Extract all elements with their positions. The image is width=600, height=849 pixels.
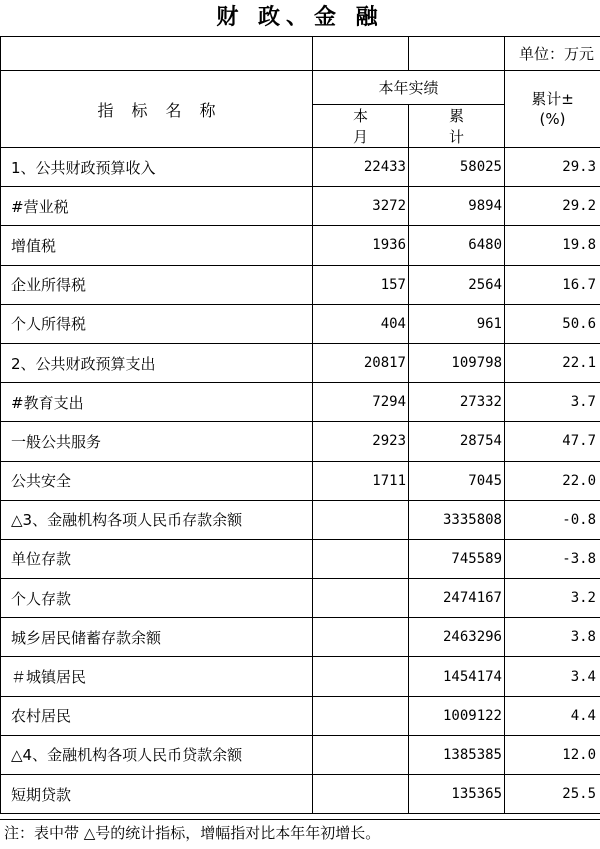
row-month-value: 1711 <box>313 461 409 500</box>
row-name: 个人所得税 <box>1 304 313 343</box>
row-cumulative-value: 961 <box>409 304 505 343</box>
row-month-value: 7294 <box>313 383 409 422</box>
row-change-pct: -0.8 <box>505 500 600 539</box>
row-cumulative-value: 28754 <box>409 422 505 461</box>
row-name: 短期贷款 <box>1 775 313 814</box>
table-row <box>1 265 600 304</box>
header-indicator-name: 指标名称 <box>1 71 313 148</box>
header-row-1 <box>1 71 600 105</box>
row-name: 2、公共财政预算支出 <box>1 343 313 382</box>
row-cumulative-value: 27332 <box>409 383 505 422</box>
table-body <box>1 148 600 814</box>
row-name: 个人存款 <box>1 579 313 618</box>
row-name: 一般公共服务 <box>1 422 313 461</box>
unit-row <box>1 37 600 71</box>
row-cumulative-value: 3335808 <box>409 500 505 539</box>
table-row <box>1 775 600 814</box>
table-row <box>1 579 600 618</box>
row-month-value: 20817 <box>313 343 409 382</box>
row-cumulative-value: 1454174 <box>409 657 505 696</box>
row-month-value <box>313 735 409 774</box>
row-cumulative-value: 1009122 <box>409 696 505 735</box>
row-cumulative-value: 2564 <box>409 265 505 304</box>
row-change-pct: -3.8 <box>505 539 600 578</box>
row-cumulative-value: 7045 <box>409 461 505 500</box>
row-month-value: 2923 <box>313 422 409 461</box>
row-change-pct: 47.7 <box>505 422 600 461</box>
table-row <box>1 696 600 735</box>
unit-blank-cell <box>409 37 505 71</box>
row-cumulative-value: 2463296 <box>409 618 505 657</box>
footnote: 注：表中带 △号的统计指标，增幅指对比本年年初增长。 <box>0 819 600 849</box>
row-name: 公共安全 <box>1 461 313 500</box>
row-month-value <box>313 696 409 735</box>
row-month-value: 3272 <box>313 187 409 226</box>
unit-label: 单位：万元 <box>505 37 600 71</box>
row-name: 企业所得税 <box>1 265 313 304</box>
header-cum-change-label: 累计± <box>531 90 574 108</box>
unit-blank-cell <box>1 37 313 71</box>
row-change-pct: 4.4 <box>505 696 600 735</box>
row-name: △3、金融机构各项人民币存款余额 <box>1 500 313 539</box>
row-change-pct: 50.6 <box>505 304 600 343</box>
row-month-value: 22433 <box>313 148 409 187</box>
row-name: 增值税 <box>1 226 313 265</box>
row-name: △4、金融机构各项人民币贷款余额 <box>1 735 313 774</box>
table-row <box>1 461 600 500</box>
row-cumulative-value: 745589 <box>409 539 505 578</box>
row-change-pct: 3.2 <box>505 579 600 618</box>
table-row <box>1 618 600 657</box>
header-cumulative: 累计 <box>409 105 505 148</box>
row-name: 农村居民 <box>1 696 313 735</box>
row-month-value: 404 <box>313 304 409 343</box>
row-change-pct: 22.1 <box>505 343 600 382</box>
row-change-pct: 29.3 <box>505 148 600 187</box>
row-cumulative-value: 1385385 <box>409 735 505 774</box>
row-name: 1、公共财政预算收入 <box>1 148 313 187</box>
row-change-pct: 12.0 <box>505 735 600 774</box>
table-row <box>1 500 600 539</box>
row-month-value <box>313 775 409 814</box>
row-cumulative-value: 58025 <box>409 148 505 187</box>
page-title: 财 政、金 融 <box>216 5 384 30</box>
row-month-value <box>313 579 409 618</box>
table-row <box>1 657 600 696</box>
row-change-pct: 3.8 <box>505 618 600 657</box>
row-month-value <box>313 657 409 696</box>
row-change-pct: 19.8 <box>505 226 600 265</box>
row-change-pct: 3.4 <box>505 657 600 696</box>
header-cum-change-unit: (%) <box>539 110 566 128</box>
table-row <box>1 735 600 774</box>
row-change-pct: 16.7 <box>505 265 600 304</box>
row-name: ＃城镇居民 <box>1 657 313 696</box>
row-month-value: 1936 <box>313 226 409 265</box>
table-row <box>1 383 600 422</box>
table-row <box>1 187 600 226</box>
table-row <box>1 148 600 187</box>
row-month-value <box>313 539 409 578</box>
header-month: 本月 <box>313 105 409 148</box>
table-row <box>1 343 600 382</box>
row-cumulative-value: 9894 <box>409 187 505 226</box>
row-cumulative-value: 6480 <box>409 226 505 265</box>
table-row <box>1 422 600 461</box>
row-name: #教育支出 <box>1 383 313 422</box>
header-cumulative-change <box>505 71 600 148</box>
row-month-value <box>313 618 409 657</box>
row-name: #营业税 <box>1 187 313 226</box>
row-cumulative-value: 135365 <box>409 775 505 814</box>
header-current-year: 本年实绩 <box>313 71 505 105</box>
row-cumulative-value: 109798 <box>409 343 505 382</box>
row-change-pct: 29.2 <box>505 187 600 226</box>
row-month-value: 157 <box>313 265 409 304</box>
row-change-pct: 3.7 <box>505 383 600 422</box>
row-change-pct: 25.5 <box>505 775 600 814</box>
statistics-table <box>0 36 600 814</box>
table-row <box>1 539 600 578</box>
table-row <box>1 226 600 265</box>
row-month-value <box>313 500 409 539</box>
row-name: 城乡居民储蓄存款余额 <box>1 618 313 657</box>
unit-blank-cell <box>313 37 409 71</box>
table-row <box>1 304 600 343</box>
row-name: 单位存款 <box>1 539 313 578</box>
row-cumulative-value: 2474167 <box>409 579 505 618</box>
row-change-pct: 22.0 <box>505 461 600 500</box>
